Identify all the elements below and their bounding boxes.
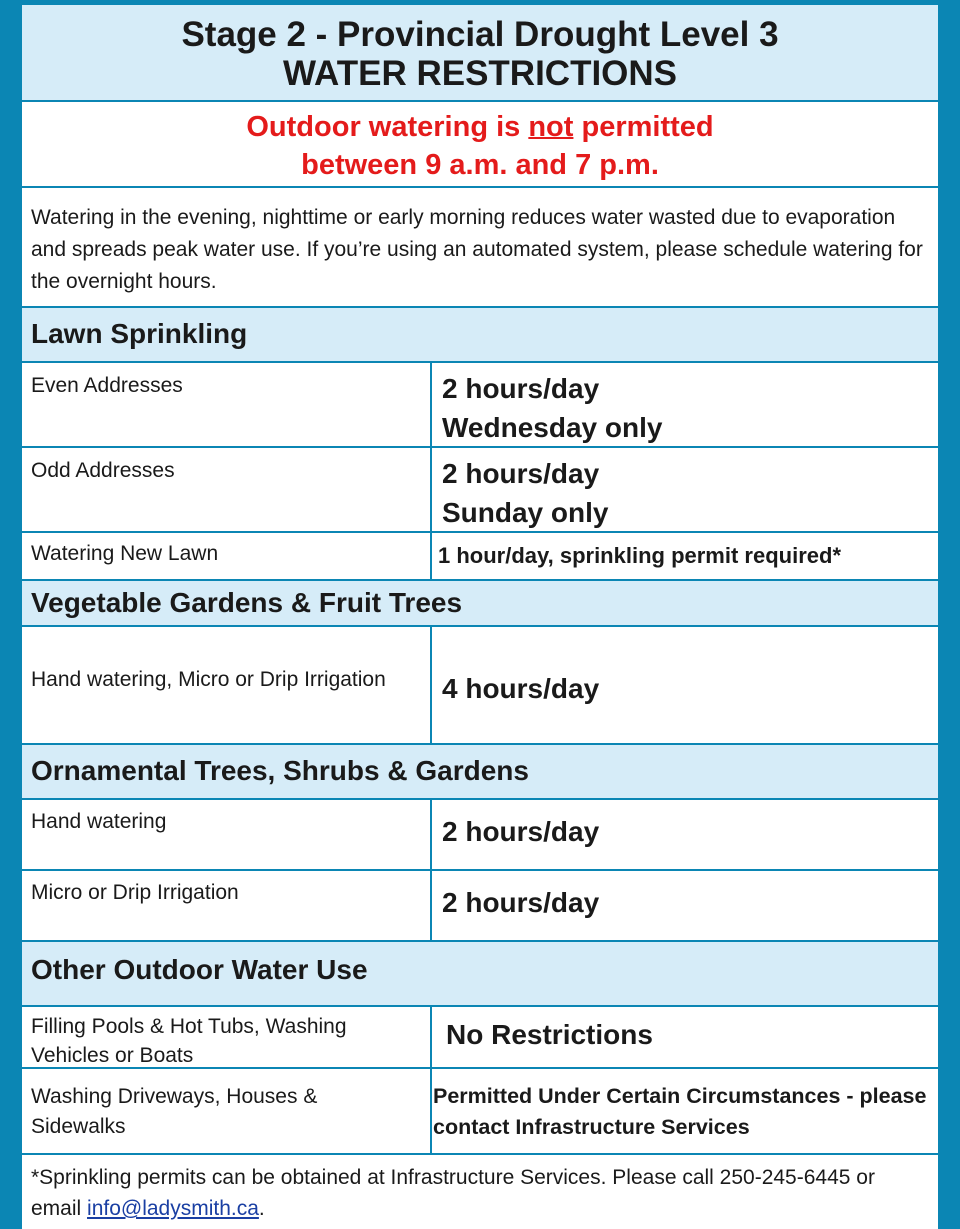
row-label: Micro or Drip Irrigation xyxy=(22,871,432,940)
alert-line-1 xyxy=(22,108,938,146)
footer-end: . xyxy=(258,1197,265,1220)
alert-pre: Outdoor watering is xyxy=(246,111,529,143)
row-value-line2: Sunday only xyxy=(442,497,609,528)
row-label: Filling Pools & Hot Tubs, Washing Vehicles or Boats xyxy=(22,1007,432,1067)
notice-title xyxy=(22,5,938,102)
table-row xyxy=(22,533,938,581)
table-row xyxy=(22,1007,938,1069)
row-value: Permitted Under Certain Circumstances - please contact Infrastructure Services xyxy=(433,1084,927,1139)
row-label: Watering New Lawn xyxy=(22,533,432,579)
watering-hours-alert xyxy=(22,102,938,188)
section-lawn-sprinkling: Lawn Sprinkling xyxy=(22,308,938,363)
row-label: Even Addresses xyxy=(22,363,432,446)
email-link[interactable]: info@ladysmith.ca xyxy=(87,1197,259,1220)
footer-note xyxy=(22,1155,938,1229)
row-label: Odd Addresses xyxy=(22,448,432,531)
restrictions-notice xyxy=(22,5,938,1229)
title-line-2: WATER RESTRICTIONS xyxy=(282,54,678,93)
row-value: 1 hour/day, sprinkling permit required* xyxy=(438,543,842,568)
row-value-line1: 2 hours/day xyxy=(442,458,600,489)
section-other-water-use: Other Outdoor Water Use xyxy=(22,942,938,1007)
row-value-line1: 2 hours/day xyxy=(442,373,600,404)
table-row xyxy=(22,1069,938,1155)
row-label: Washing Driveways, Houses & Sidewalks xyxy=(22,1069,432,1153)
row-value xyxy=(432,448,938,531)
section-vegetable-gardens: Vegetable Gardens & Fruit Trees xyxy=(22,581,938,627)
footer-text: *Sprinkling permits can be obtained at Infrastructure Services. Please call 250-245-6445 or email xyxy=(31,1166,875,1220)
row-label: Hand watering, Micro or Drip Irrigation xyxy=(22,627,432,743)
row-value: 2 hours/day xyxy=(442,887,600,918)
table-row xyxy=(22,363,938,448)
intro-text: Watering in the evening, nighttime or early morning reduces water wasted due to evaporation and spreads peak water use. If you’re using an automated system, please schedule watering for the overnight hours. xyxy=(22,188,938,308)
row-value xyxy=(432,363,938,446)
title-line-1: Stage 2 - Provincial Drought Level 3 xyxy=(181,15,779,54)
row-label: Hand watering xyxy=(22,800,432,869)
section-ornamental: Ornamental Trees, Shrubs & Gardens xyxy=(22,745,938,800)
alert-post: permitted xyxy=(573,111,714,143)
alert-emphasis: not xyxy=(528,111,574,143)
table-row xyxy=(22,627,938,745)
row-value: No Restrictions xyxy=(446,1019,653,1050)
table-row xyxy=(22,871,938,942)
table-row xyxy=(22,448,938,533)
row-value: 2 hours/day xyxy=(442,816,600,847)
alert-line-2: between 9 a.m. and 7 p.m. xyxy=(301,149,659,181)
row-value: 4 hours/day xyxy=(442,673,600,704)
table-row xyxy=(22,800,938,871)
row-value-line2: Wednesday only xyxy=(442,412,663,443)
